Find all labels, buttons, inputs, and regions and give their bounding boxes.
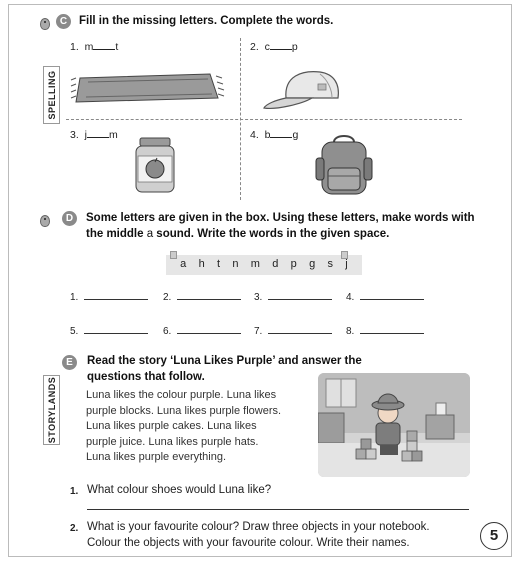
answer-number: 7. (254, 326, 263, 337)
question-1-number: 1. (70, 486, 79, 497)
section-d-instruction-line2 (86, 226, 476, 242)
answer-slot (70, 326, 148, 337)
question-2-line2: Colour the objects with your favourite colour. Write their names. (87, 537, 410, 549)
question-2-text (87, 519, 430, 551)
section-e-instruction-line2: questions that follow. (87, 371, 205, 383)
answer-slot (254, 326, 332, 337)
answer-slot (254, 292, 332, 303)
spelling-item-1 (70, 40, 118, 53)
luna-playing-image (318, 373, 470, 477)
spelling-item-2-start: c (264, 41, 270, 53)
backpack-image (314, 132, 374, 198)
answer-line[interactable] (177, 292, 241, 300)
answer-slot (163, 292, 241, 303)
spelling-item-2 (250, 40, 298, 53)
question-2-number: 2. (70, 523, 79, 534)
spelling-side-tab (43, 66, 60, 124)
story-line: purple juice. Luna likes purple hats. (86, 435, 259, 448)
answer-slot (346, 326, 424, 337)
letter-tile: t (216, 258, 221, 270)
bird-icon (38, 211, 52, 229)
spelling-side-tab-label: SPELLING (46, 70, 57, 120)
answer-number: 3. (254, 292, 263, 303)
answer-number: 4. (346, 292, 355, 303)
letter-tile: h (198, 258, 205, 270)
spelling-item-1-blank[interactable] (93, 40, 115, 50)
cap-image (262, 66, 344, 112)
story-line: purple blocks. Luna likes purple flowers. (86, 404, 282, 417)
section-e-instruction-line1: Read the story ‘Luna Likes Purple’ and answer the (87, 355, 362, 367)
spelling-item-3-end: m (108, 129, 118, 141)
answer-line[interactable] (84, 292, 148, 300)
spelling-item-3-blank[interactable] (87, 128, 109, 138)
letter-tile: g (309, 258, 316, 270)
mat-image (70, 70, 226, 106)
spelling-item-4 (250, 128, 298, 141)
story-line: Luna likes the colour purple. Luna likes (86, 389, 277, 401)
question-1-answer-line[interactable] (87, 509, 469, 510)
section-d-instruction-line2-b: sound. Write the words in the given space. (153, 228, 390, 240)
letter-tile: m (250, 258, 260, 270)
page-border-bottom (8, 556, 512, 557)
bird-icon (38, 14, 52, 32)
spelling-item-2-end: p (291, 41, 298, 53)
jam-jar-image (130, 136, 180, 196)
story-text (86, 388, 316, 466)
story-line: Luna likes purple everything. (86, 451, 227, 463)
spelling-item-4-blank[interactable] (270, 128, 292, 138)
answer-number: 8. (346, 326, 355, 337)
spelling-item-1-number: 1. (70, 41, 79, 53)
section-d-instruction-line2-a: the middle (86, 228, 147, 240)
letter-tile: s (327, 258, 333, 270)
page-border-top (8, 4, 512, 5)
answer-number: 1. (70, 292, 79, 303)
answer-line[interactable] (84, 326, 148, 334)
section-d-instruction-letter: a (146, 228, 154, 240)
answer-slot (70, 292, 148, 303)
spelling-item-2-blank[interactable] (270, 40, 292, 50)
answer-slot (346, 292, 424, 303)
spelling-item-1-end: t (115, 41, 119, 53)
storylands-side-tab-label: STORYLANDS (46, 376, 57, 444)
letter-tile: j (345, 258, 348, 270)
answer-line[interactable] (177, 326, 241, 334)
grid-divider-horizontal (66, 119, 462, 120)
spelling-item-3 (70, 128, 118, 141)
section-d-instruction (86, 210, 476, 242)
answer-slot (163, 326, 241, 337)
section-d-badge: D (62, 211, 77, 226)
section-d-instruction-line1: Some letters are given in the box. Using these letters, make words with (86, 212, 475, 224)
answer-number: 2. (163, 292, 172, 303)
spelling-item-4-number: 4. (250, 129, 259, 141)
page-border-right (511, 4, 512, 557)
spelling-item-4-end: g (292, 129, 299, 141)
story-line: Luna likes purple cakes. Luna likes (86, 420, 257, 432)
letter-box (166, 255, 362, 275)
spelling-item-3-start: j (84, 129, 87, 141)
spelling-item-3-number: 3. (70, 129, 79, 141)
section-e-badge: E (62, 355, 77, 370)
answer-line[interactable] (268, 292, 332, 300)
question-2-line1: What is your favourite colour? Draw three objects in your notebook. (87, 521, 430, 533)
letter-tile: a (180, 258, 187, 270)
question-1-text: What colour shoes would Luna like? (87, 484, 272, 496)
letter-tile: p (290, 258, 297, 270)
section-c-instruction: Fill in the missing letters. Complete the words. (79, 15, 334, 27)
answer-line[interactable] (360, 326, 424, 334)
answer-number: 6. (163, 326, 172, 337)
page-border-left (8, 4, 9, 557)
section-c-badge: C (56, 14, 71, 29)
spelling-item-2-number: 2. (250, 41, 259, 53)
answer-number: 5. (70, 326, 79, 337)
storylands-side-tab (43, 375, 60, 445)
page-number: 5 (480, 522, 508, 550)
spelling-item-4-start: b (264, 129, 271, 141)
letter-list (166, 258, 362, 270)
letter-tile: n (232, 258, 239, 270)
letter-tile: d (272, 258, 279, 270)
answer-line[interactable] (268, 326, 332, 334)
spelling-item-1-start: m (84, 41, 94, 53)
answer-line[interactable] (360, 292, 424, 300)
